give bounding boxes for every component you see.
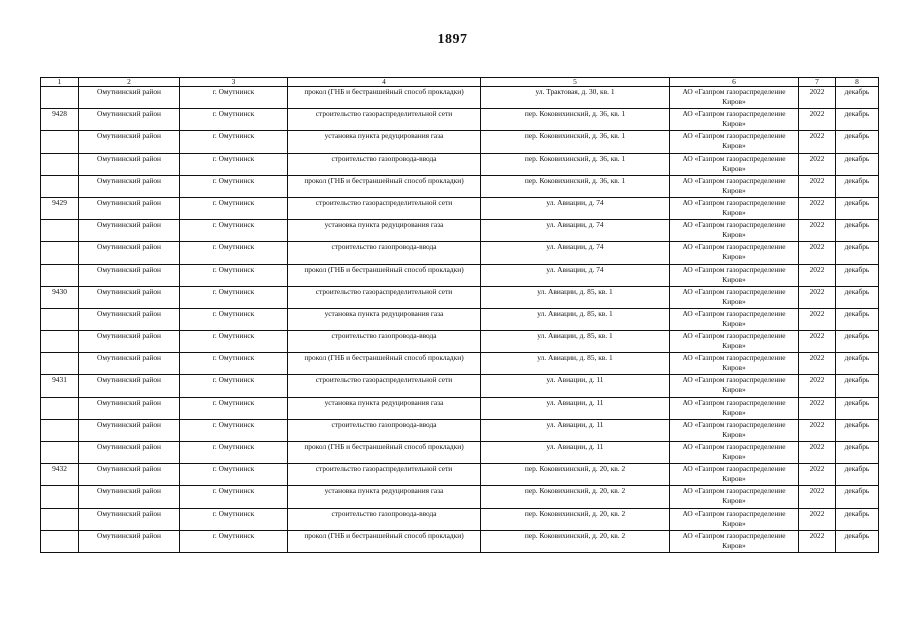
year-cell: 2022	[799, 331, 836, 353]
table-row	[41, 175, 879, 197]
work-type-cell: строительство газопровода-ввода	[288, 242, 481, 264]
table-row	[41, 153, 879, 175]
year-cell: 2022	[799, 508, 836, 530]
year-cell: 2022	[799, 220, 836, 242]
address-cell: пер. Коковихинский, д. 20, кв. 2	[481, 486, 670, 508]
column-header: 8	[836, 78, 879, 87]
row-number-cell	[41, 175, 79, 197]
settlement-cell: г. Омутнинск	[180, 397, 288, 419]
organization-cell: АО «Газпром газораспределение Киров»	[670, 109, 799, 131]
settlement-cell: г. Омутнинск	[180, 353, 288, 375]
year-cell: 2022	[799, 419, 836, 441]
table-row	[41, 530, 879, 552]
settlement-cell: г. Омутнинск	[180, 331, 288, 353]
work-type-cell: установка пункта редуцирования газа	[288, 308, 481, 330]
settlement-cell: г. Омутнинск	[180, 109, 288, 131]
row-number-cell: 9429	[41, 197, 79, 219]
column-header: 6	[670, 78, 799, 87]
district-cell: Омутнинский район	[79, 442, 180, 464]
row-number-cell	[41, 331, 79, 353]
row-number-cell	[41, 419, 79, 441]
row-number-cell: 9428	[41, 109, 79, 131]
address-cell: ул. Авиации, д. 85, кв. 1	[481, 353, 670, 375]
table-row	[41, 131, 879, 153]
district-cell: Омутнинский район	[79, 397, 180, 419]
address-cell: ул. Авиации, д. 85, кв. 1	[481, 308, 670, 330]
year-cell: 2022	[799, 530, 836, 552]
table-row	[41, 397, 879, 419]
organization-cell: АО «Газпром газораспределение Киров»	[670, 264, 799, 286]
year-cell: 2022	[799, 308, 836, 330]
district-cell: Омутнинский район	[79, 530, 180, 552]
organization-cell: АО «Газпром газораспределение Киров»	[670, 220, 799, 242]
address-cell: ул. Авиации, д. 74	[481, 197, 670, 219]
address-cell: ул. Авиации, д. 74	[481, 264, 670, 286]
column-header: 4	[288, 78, 481, 87]
table-row	[41, 264, 879, 286]
table-row	[41, 508, 879, 530]
organization-cell: АО «Газпром газораспределение Киров»	[670, 486, 799, 508]
work-type-cell: строительство газопровода-ввода	[288, 508, 481, 530]
month-cell: декабрь	[836, 264, 879, 286]
organization-cell: АО «Газпром газораспределение Киров»	[670, 153, 799, 175]
settlement-cell: г. Омутнинск	[180, 419, 288, 441]
row-number-cell	[41, 308, 79, 330]
row-number-cell	[41, 442, 79, 464]
work-type-cell: строительство газопровода-ввода	[288, 153, 481, 175]
month-cell: декабрь	[836, 419, 879, 441]
address-cell: ул. Трактовая, д. 30, кв. 1	[481, 87, 670, 109]
organization-cell: АО «Газпром газораспределение Киров»	[670, 375, 799, 397]
table-row	[41, 375, 879, 397]
address-cell: пер. Коковихинский, д. 36, кв. 1	[481, 131, 670, 153]
address-cell: пер. Коковихинский, д. 20, кв. 2	[481, 530, 670, 552]
settlement-cell: г. Омутнинск	[180, 486, 288, 508]
month-cell: декабрь	[836, 109, 879, 131]
address-cell: ул. Авиации, д. 85, кв. 1	[481, 286, 670, 308]
year-cell: 2022	[799, 464, 836, 486]
district-cell: Омутнинский район	[79, 264, 180, 286]
year-cell: 2022	[799, 286, 836, 308]
year-cell: 2022	[799, 353, 836, 375]
settlement-cell: г. Омутнинск	[180, 530, 288, 552]
address-cell: пер. Коковихинский, д. 20, кв. 2	[481, 464, 670, 486]
month-cell: декабрь	[836, 375, 879, 397]
year-cell: 2022	[799, 109, 836, 131]
organization-cell: АО «Газпром газораспределение Киров»	[670, 442, 799, 464]
row-number-cell: 9432	[41, 464, 79, 486]
address-cell: ул. Авиации, д. 11	[481, 419, 670, 441]
settlement-cell: г. Омутнинск	[180, 131, 288, 153]
work-type-cell: прокол (ГНБ и бестраншейный способ прокладки)	[288, 264, 481, 286]
row-number-cell	[41, 242, 79, 264]
row-number-cell	[41, 87, 79, 109]
organization-cell: АО «Газпром газораспределение Киров»	[670, 353, 799, 375]
table-row	[41, 242, 879, 264]
gasification-schedule-table	[40, 77, 879, 553]
row-number-cell	[41, 220, 79, 242]
work-type-cell: прокол (ГНБ и бестраншейный способ прокладки)	[288, 442, 481, 464]
address-cell: ул. Авиации, д. 11	[481, 397, 670, 419]
district-cell: Омутнинский район	[79, 353, 180, 375]
row-number-cell	[41, 397, 79, 419]
table-row	[41, 442, 879, 464]
month-cell: декабрь	[836, 442, 879, 464]
district-cell: Омутнинский район	[79, 308, 180, 330]
organization-cell: АО «Газпром газораспределение Киров»	[670, 197, 799, 219]
district-cell: Омутнинский район	[79, 87, 180, 109]
work-type-cell: строительство газораспределительной сети	[288, 286, 481, 308]
table-row	[41, 464, 879, 486]
month-cell: декабрь	[836, 197, 879, 219]
table-row	[41, 353, 879, 375]
settlement-cell: г. Омутнинск	[180, 308, 288, 330]
work-type-cell: прокол (ГНБ и бестраншейный способ прокладки)	[288, 175, 481, 197]
row-number-cell	[41, 486, 79, 508]
district-cell: Омутнинский район	[79, 464, 180, 486]
district-cell: Омутнинский район	[79, 175, 180, 197]
table-row	[41, 419, 879, 441]
table-header-row	[41, 78, 879, 87]
organization-cell: АО «Газпром газораспределение Киров»	[670, 308, 799, 330]
row-number-cell: 9431	[41, 375, 79, 397]
table-row	[41, 197, 879, 219]
organization-cell: АО «Газпром газораспределение Киров»	[670, 530, 799, 552]
row-number-cell	[41, 131, 79, 153]
district-cell: Омутнинский район	[79, 197, 180, 219]
month-cell: декабрь	[836, 530, 879, 552]
column-header: 3	[180, 78, 288, 87]
district-cell: Омутнинский район	[79, 153, 180, 175]
work-type-cell: установка пункта редуцирования газа	[288, 131, 481, 153]
address-cell: ул. Авиации, д. 11	[481, 375, 670, 397]
address-cell: пер. Коковихинский, д. 36, кв. 1	[481, 153, 670, 175]
organization-cell: АО «Газпром газораспределение Киров»	[670, 87, 799, 109]
month-cell: декабрь	[836, 486, 879, 508]
organization-cell: АО «Газпром газораспределение Киров»	[670, 331, 799, 353]
month-cell: декабрь	[836, 308, 879, 330]
year-cell: 2022	[799, 153, 836, 175]
district-cell: Омутнинский район	[79, 331, 180, 353]
row-number-cell	[41, 153, 79, 175]
organization-cell: АО «Газпром газораспределение Киров»	[670, 131, 799, 153]
settlement-cell: г. Омутнинск	[180, 375, 288, 397]
column-header: 5	[481, 78, 670, 87]
row-number-cell	[41, 530, 79, 552]
organization-cell: АО «Газпром газораспределение Киров»	[670, 175, 799, 197]
month-cell: декабрь	[836, 131, 879, 153]
month-cell: декабрь	[836, 242, 879, 264]
organization-cell: АО «Газпром газораспределение Киров»	[670, 242, 799, 264]
address-cell: пер. Коковихинский, д. 20, кв. 2	[481, 508, 670, 530]
month-cell: декабрь	[836, 508, 879, 530]
work-type-cell: строительство газораспределительной сети	[288, 109, 481, 131]
district-cell: Омутнинский район	[79, 375, 180, 397]
settlement-cell: г. Омутнинск	[180, 175, 288, 197]
year-cell: 2022	[799, 397, 836, 419]
work-type-cell: установка пункта редуцирования газа	[288, 397, 481, 419]
month-cell: декабрь	[836, 153, 879, 175]
year-cell: 2022	[799, 175, 836, 197]
settlement-cell: г. Омутнинск	[180, 286, 288, 308]
address-cell: пер. Коковихинский, д. 36, кв. 1	[481, 175, 670, 197]
district-cell: Омутнинский район	[79, 508, 180, 530]
page-number: 1897	[437, 32, 468, 47]
organization-cell: АО «Газпром газораспределение Киров»	[670, 464, 799, 486]
work-type-cell: прокол (ГНБ и бестраншейный способ прокладки)	[288, 353, 481, 375]
settlement-cell: г. Омутнинск	[180, 264, 288, 286]
year-cell: 2022	[799, 197, 836, 219]
district-cell: Омутнинский район	[79, 220, 180, 242]
settlement-cell: г. Омутнинск	[180, 153, 288, 175]
settlement-cell: г. Омутнинск	[180, 464, 288, 486]
row-number-cell: 9430	[41, 286, 79, 308]
address-cell: ул. Авиации, д. 11	[481, 442, 670, 464]
district-cell: Омутнинский район	[79, 419, 180, 441]
settlement-cell: г. Омутнинск	[180, 242, 288, 264]
district-cell: Омутнинский район	[79, 131, 180, 153]
settlement-cell: г. Омутнинск	[180, 442, 288, 464]
column-header: 7	[799, 78, 836, 87]
table-row	[41, 220, 879, 242]
month-cell: декабрь	[836, 175, 879, 197]
table-row	[41, 286, 879, 308]
table-row	[41, 109, 879, 131]
year-cell: 2022	[799, 264, 836, 286]
row-number-cell	[41, 508, 79, 530]
district-cell: Омутнинский район	[79, 109, 180, 131]
month-cell: декабрь	[836, 286, 879, 308]
year-cell: 2022	[799, 242, 836, 264]
organization-cell: АО «Газпром газораспределение Киров»	[670, 286, 799, 308]
table-row	[41, 331, 879, 353]
month-cell: декабрь	[836, 464, 879, 486]
address-cell: ул. Авиации, д. 74	[481, 242, 670, 264]
column-header: 2	[79, 78, 180, 87]
organization-cell: АО «Газпром газораспределение Киров»	[670, 419, 799, 441]
work-type-cell: строительство газопровода-ввода	[288, 419, 481, 441]
settlement-cell: г. Омутнинск	[180, 508, 288, 530]
year-cell: 2022	[799, 375, 836, 397]
work-type-cell: прокол (ГНБ и бестраншейный способ прокладки)	[288, 530, 481, 552]
district-cell: Омутнинский район	[79, 242, 180, 264]
row-number-cell	[41, 353, 79, 375]
organization-cell: АО «Газпром газораспределение Киров»	[670, 508, 799, 530]
work-type-cell: установка пункта редуцирования газа	[288, 486, 481, 508]
settlement-cell: г. Омутнинск	[180, 220, 288, 242]
month-cell: декабрь	[836, 397, 879, 419]
work-type-cell: строительство газораспределительной сети	[288, 464, 481, 486]
work-type-cell: прокол (ГНБ и бестраншейный способ прокладки)	[288, 87, 481, 109]
work-type-cell: строительство газопровода-ввода	[288, 331, 481, 353]
table-body	[41, 87, 879, 553]
year-cell: 2022	[799, 131, 836, 153]
work-type-cell: установка пункта редуцирования газа	[288, 220, 481, 242]
settlement-cell: г. Омутнинск	[180, 197, 288, 219]
month-cell: декабрь	[836, 220, 879, 242]
year-cell: 2022	[799, 442, 836, 464]
district-cell: Омутнинский район	[79, 286, 180, 308]
table-row	[41, 308, 879, 330]
column-header: 1	[41, 78, 79, 87]
month-cell: декабрь	[836, 87, 879, 109]
organization-cell: АО «Газпром газораспределение Киров»	[670, 397, 799, 419]
work-type-cell: строительство газораспределительной сети	[288, 197, 481, 219]
table-row	[41, 87, 879, 109]
district-cell: Омутнинский район	[79, 486, 180, 508]
table-row	[41, 486, 879, 508]
year-cell: 2022	[799, 87, 836, 109]
address-cell: пер. Коковихинский, д. 36, кв. 1	[481, 109, 670, 131]
month-cell: декабрь	[836, 331, 879, 353]
row-number-cell	[41, 264, 79, 286]
address-cell: ул. Авиации, д. 85, кв. 1	[481, 331, 670, 353]
address-cell: ул. Авиации, д. 74	[481, 220, 670, 242]
settlement-cell: г. Омутнинск	[180, 87, 288, 109]
year-cell: 2022	[799, 486, 836, 508]
work-type-cell: строительство газораспределительной сети	[288, 375, 481, 397]
month-cell: декабрь	[836, 353, 879, 375]
